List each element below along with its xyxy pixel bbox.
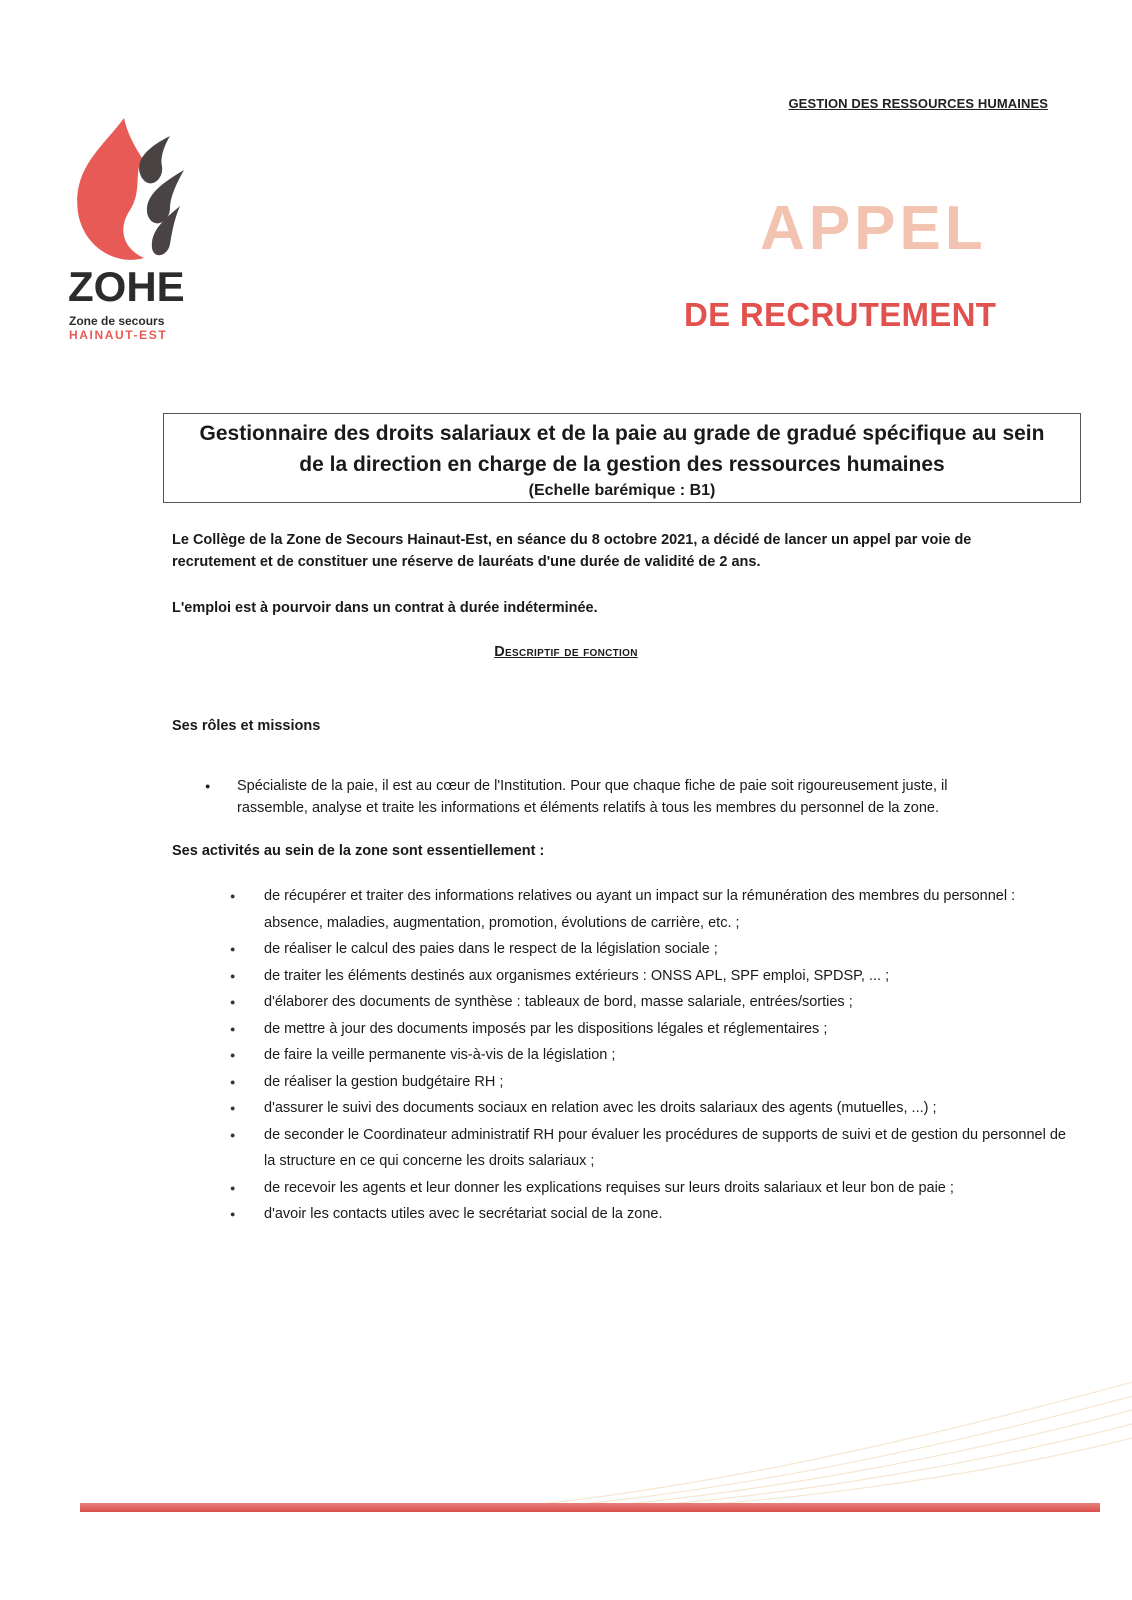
decision-paragraph	[172, 529, 1072, 573]
job-title-box	[163, 413, 1081, 503]
roles-bullet-text	[237, 775, 1075, 819]
logo-name: ZOHE	[68, 263, 185, 310]
recrutement-heading: DE RECRUTEMENT	[684, 296, 997, 333]
bullet-icon: ●	[205, 781, 211, 791]
salary-scale: (Echelle barémique : B1)	[528, 482, 716, 499]
appel-heading: APPEL	[760, 194, 987, 263]
decision-line-1: Le Collège de la Zone de Secours Hainaut-Est, en séance du 8 octobre 2021, a décidé de lancer un appel par voie de	[172, 532, 972, 548]
job-title-line-2: de la direction en charge de la gestion des ressources humaines	[299, 453, 945, 476]
list-item: ● d'élaborer des documents de synthèse : tableaux de bord, masse salariale, entrées/sorties ;	[230, 989, 1076, 1016]
decorative-swoosh	[500, 1380, 1132, 1510]
job-title-line-1: Gestionnaire des droits salariaux et de la paie au grade de gradué spécifique au sein	[199, 422, 1045, 445]
logo-subtitle: Zone de secours	[69, 314, 165, 328]
section-heading: Descriptif de fonction	[494, 644, 638, 660]
roles-line-1: Spécialiste de la paie, il est au cœur de l'Institution. Pour que chaque fiche de paie soit rigoureusement juste, il	[237, 778, 948, 794]
flame-icon	[72, 118, 187, 268]
list-item: ● de réaliser le calcul des paies dans le respect de la législation sociale ;	[230, 936, 1076, 963]
list-item: ● de réaliser la gestion budgétaire RH ;	[230, 1069, 1076, 1096]
list-item: ● de récupérer et traiter des informations relatives ou ayant un impact sur la rémunération des membres du personnel : absence, maladies, augmentation, promotion, évolutions de carrière, etc. ;	[230, 883, 1076, 936]
list-item: ● de mettre à jour des documents imposés par les dispositions légales et réglementaires ;	[230, 1016, 1076, 1043]
department-label: GESTION DES RESSOURCES HUMAINES	[788, 96, 1048, 111]
decision-line-2: recrutement et de constituer une réserve de lauréats d'une durée de validité de 2 ans.	[172, 554, 761, 570]
roles-line-2: rassemble, analyse et traite les informations et éléments relatifs à tous les membres du personnel de la zone.	[237, 800, 939, 816]
footer-bar	[80, 1503, 1100, 1512]
roles-heading: Ses rôles et missions	[172, 718, 321, 734]
list-item: ● d'assurer le suivi des documents sociaux en relation avec les droits salariaux des agents (mutuelles, ...) ;	[230, 1095, 1076, 1122]
list-item: ● de seconder le Coordinateur administratif RH pour évaluer les procédures de supports de suivi et de gestion du personnel de la structure en ce qui concerne les droits salariaux ;	[230, 1122, 1076, 1175]
activities-heading: Ses activités au sein de la zone sont essentiellement :	[172, 843, 545, 859]
list-item: ● de faire la veille permanente vis-à-vis de la législation ;	[230, 1042, 1076, 1069]
activities-list	[230, 883, 1076, 1228]
logo-region: HAINAUT-EST	[69, 328, 168, 342]
zohe-logo	[60, 118, 200, 348]
contract-paragraph: L'emploi est à pourvoir dans un contrat à durée indéterminée.	[172, 600, 598, 616]
list-item: ● de recevoir les agents et leur donner les explications requises sur leurs droits salariaux et leur bon de paie ;	[230, 1175, 1076, 1202]
list-item: ● de traiter les éléments destinés aux organismes extérieurs : ONSS APL, SPF emploi, SPDSP, ... ;	[230, 963, 1076, 990]
list-item: ● d'avoir les contacts utiles avec le secrétariat social de la zone.	[230, 1201, 1076, 1228]
